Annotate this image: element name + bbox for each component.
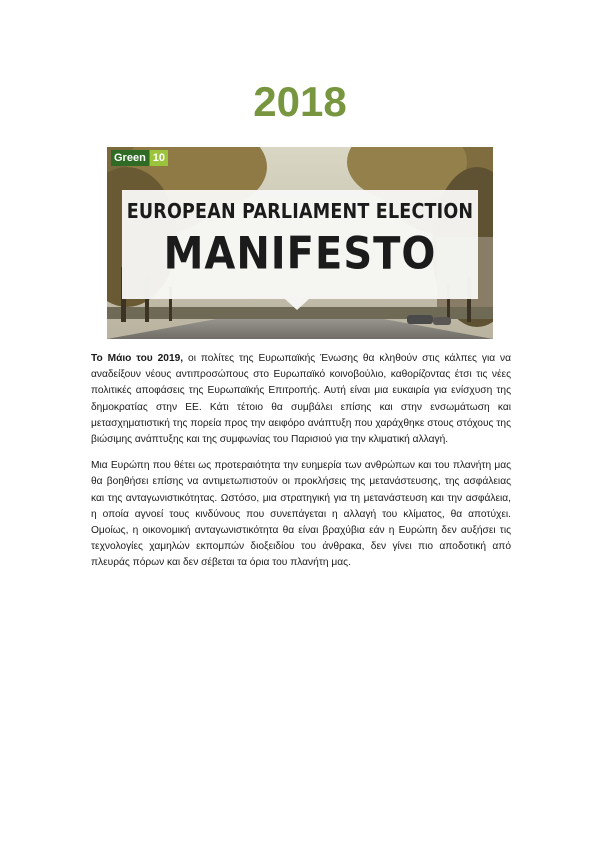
paragraph-1-lead: Το Μάιο του 2019, <box>91 353 184 364</box>
logo-green-label: Green <box>111 150 149 166</box>
green10-logo <box>111 149 168 166</box>
banner-title: MANIFESTO <box>163 228 437 280</box>
page-year-heading: 2018 <box>253 78 347 125</box>
logo-number-label: 10 <box>150 150 168 166</box>
paragraph-2-text: Μια Ευρώπη που θέτει ως προτεραιότητα την ευημερία των ανθρώπων και του πλανήτη μας θα βοηθήσει επίσης να αντιμετωπιστούν οι προκλήσεις της μετανάστευσης, της ασφάλειας και της ανταγωνιστικότητας. Ωστόσο, μια στρατηγική για τη μετανάστευση και την ασφάλεια, η οποία αγνοεί τους κινδύνους που συνεπάγεται η αλλαγή του κλίματος, θα αποτύχει. Ομοίως, η οικονομική ανταγωνιστικότητα θα είναι βραχύβια εάν η Ευρώπη δεν αυξήσει τις τεχνολογίες χαμηλών εκπομπών διοξειδίου του άνθρακα, δεν γίνει πιο αποδοτική από πλευράς πόρων και δεν σέβεται τα όρια του πλανήτη μας. <box>91 460 511 569</box>
document-body <box>91 351 511 582</box>
manifesto-banner-image <box>107 147 493 339</box>
paragraph-1-text: οι πολίτες της Ευρωπαϊκής Ένωσης θα κληθούν στις κάλπες για να αναδείξουν νέους αντιπροσώπους στο Ευρωπαϊκό κοινοβούλιο, καθορίζοντας έτσι τις νέες πολιτικές αποφάσεις της Ευρωπαϊκής Επιτροπής. Αυτή είναι μια ευκαιρία για ενίσχυση της δημοκρατίας στην ΕΕ. Κάτι τέτοιο θα συμβάλει επίσης και στην ενσωμάτωση και μετασχηματιστική της πορεία προς την αειφόρο ανάπτυξη που χαράχθηκε στους στόχους της βιώσιμης ανάπτυξης και της συμφωνίας του Παρισιού για την κλιματική αλλαγή. <box>91 353 511 446</box>
banner-subtitle: EUROPEAN PARLIAMENT ELECTION <box>126 200 474 224</box>
paragraph-2 <box>91 458 511 571</box>
paragraph-1 <box>91 351 511 448</box>
